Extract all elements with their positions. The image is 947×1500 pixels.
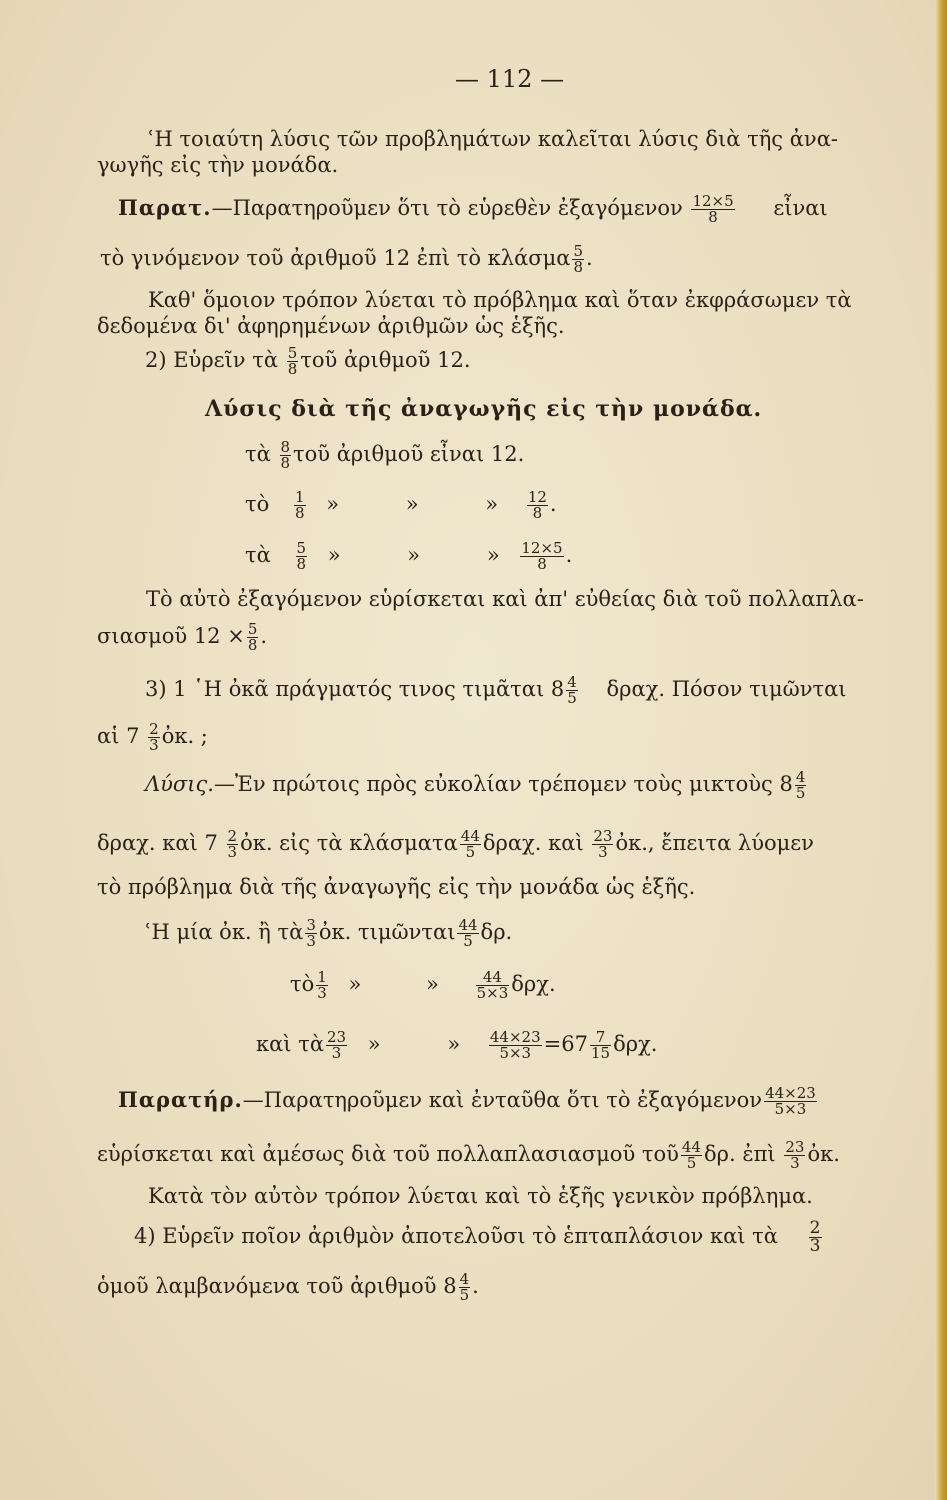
fraction bbox=[305, 918, 317, 949]
text-line: τὸ πρόβλημα διὰ τῆς ἀναγωγῆς εἰς τὴν μονάδα ὡς ἑξῆς. bbox=[97, 875, 696, 899]
text-line bbox=[97, 722, 208, 753]
ditto-mark: » bbox=[485, 492, 499, 516]
text-span: τὸ bbox=[290, 972, 315, 996]
denominator: 3 bbox=[784, 1155, 805, 1171]
text-span: καὶ τὰ bbox=[256, 1032, 325, 1056]
numerator: 44×23 bbox=[489, 1028, 541, 1046]
fraction bbox=[795, 770, 807, 801]
numerator: 23 bbox=[593, 827, 613, 845]
numerator: 4 bbox=[459, 1270, 470, 1288]
text-span: δρ. bbox=[480, 920, 513, 944]
text-span: 4) Εὑρεῖν ποῖον ἀριθμὸν ἀποτελοῦσι τὸ ἑπταπλάσιον καὶ τὰ bbox=[134, 1224, 778, 1248]
denominator: 3 bbox=[227, 843, 238, 861]
text-span: αἱ 7 bbox=[97, 724, 140, 748]
fraction bbox=[247, 622, 259, 653]
denominator: 3 bbox=[326, 1045, 347, 1061]
numerator: 7 bbox=[595, 1028, 606, 1046]
text-span: τοῦ ἀριθμοῦ εἶναι 12. bbox=[293, 442, 525, 466]
ditto-mark: » bbox=[348, 972, 362, 996]
text-span: ὀκ. εἰς τὰ κλάσματα bbox=[240, 831, 458, 855]
denominator: 3 bbox=[809, 1236, 821, 1256]
ditto-mark: » bbox=[327, 543, 341, 567]
text-line: τὰ $\frac{5}{8}$ » » » $\frac{12\times 5}{8}$ . bbox=[245, 539, 573, 573]
text-span: δρ. ἐπὶ bbox=[704, 1142, 776, 1166]
numerator: 8 bbox=[280, 438, 291, 456]
text-span: τὰ bbox=[245, 543, 271, 567]
text-line: Καθ' ὅμοιον τρόπον λύεται τὸ πρόβλημα καὶ ὅταν ἐκφράσωμεν τὰ bbox=[148, 288, 852, 312]
fraction bbox=[459, 1272, 471, 1303]
denominator: 5×3 bbox=[489, 1045, 542, 1061]
denominator: 8 bbox=[520, 556, 563, 572]
text-span: δρχ. bbox=[511, 972, 556, 996]
fraction bbox=[764, 1086, 817, 1117]
denominator: 8 bbox=[573, 258, 583, 276]
numerator: 5 bbox=[287, 344, 298, 362]
text-line: Κατὰ τὸν αὐτὸν τρόπον λύεται καὶ τὸ ἑξῆς γενικὸν πρόβλημα. bbox=[148, 1184, 813, 1208]
numerator: 3 bbox=[306, 916, 316, 934]
text-span: δρχ. bbox=[613, 1032, 658, 1056]
denominator: 3 bbox=[306, 932, 316, 950]
denominator: 8 bbox=[296, 555, 307, 573]
ditto-mark: » bbox=[326, 492, 340, 516]
ditto-mark: » bbox=[367, 1032, 381, 1056]
text-span: 3) 1 ῾Η ὀκᾶ πράγματός τινος τιμᾶται 8 bbox=[145, 677, 565, 701]
text-span: ὀκ. τιμῶνται bbox=[318, 920, 456, 944]
text-line bbox=[97, 829, 814, 860]
text-line: τὸ $\frac{1}{8}$ » » » $\frac{12}{8}$ . bbox=[245, 488, 557, 522]
text-span: ʿΗ μία ὀκ. ἢ τὰ bbox=[145, 920, 304, 944]
text-span: —Ἐν πρώτοις πρὸς εὐκολίαν τρέπομεν τοὺς μικτοὺς 8 bbox=[213, 772, 793, 796]
denominator: 8 bbox=[247, 636, 258, 654]
fraction bbox=[227, 829, 239, 860]
text-line bbox=[145, 675, 847, 706]
numerator: 44 bbox=[482, 968, 502, 986]
text-span: τὸ γινόμενον τοῦ ἀριθμοῦ 12 ἐπὶ τὸ κλάσμα bbox=[100, 246, 571, 270]
text-span: εὑρίσκεται καὶ ἀμέσως διὰ τοῦ πολλαπλασιασμοῦ τοῦ bbox=[97, 1142, 679, 1166]
numerator: 44 bbox=[681, 1138, 702, 1156]
denominator: 5 bbox=[795, 784, 806, 802]
text-span: ὁμοῦ λαμβανόμενα τοῦ ἀριθμοῦ 8 bbox=[97, 1274, 457, 1298]
fraction bbox=[476, 970, 510, 1001]
fraction bbox=[316, 970, 328, 1001]
numerator: 4 bbox=[795, 768, 806, 786]
denominator: 5 bbox=[460, 844, 481, 860]
text-span: σιασμοῦ 12 × bbox=[97, 624, 245, 648]
text-line: τὸ γινόμενον τοῦ ἀριθμοῦ 12 ἐπὶ τὸ κλάσμα $\frac{5}{8}$ . bbox=[100, 242, 593, 276]
ditto-mark: » bbox=[447, 1032, 461, 1056]
fraction bbox=[326, 1030, 347, 1061]
fraction bbox=[572, 244, 584, 275]
denominator: 5×3 bbox=[476, 984, 509, 1002]
text-span: τὰ bbox=[245, 442, 271, 466]
text-span: ὀκ. ; bbox=[161, 724, 208, 748]
denominator: 8 bbox=[280, 454, 291, 472]
text-span: ὀκ., ἔπειτα λύομεν bbox=[615, 831, 814, 855]
text-span: τοῦ ἀριθμοῦ 12. bbox=[300, 348, 471, 372]
text-span: εἶναι bbox=[773, 196, 828, 220]
numerator: 1 bbox=[294, 488, 305, 506]
denominator: 5 bbox=[459, 1286, 470, 1304]
fraction bbox=[287, 346, 299, 377]
text-line: δεδομένα δι' ἀφηρημένων ἀριθμῶν ὡς ἑξῆς. bbox=[97, 314, 565, 338]
fraction bbox=[457, 918, 478, 949]
fraction bbox=[148, 722, 160, 753]
fraction bbox=[280, 440, 292, 471]
text-span: —Παρατηροῦμεν ὅτι τὸ εὑρεθὲν ἐξαγόμενον bbox=[211, 196, 683, 220]
text-span: . bbox=[472, 1274, 479, 1298]
numerator: 44 bbox=[458, 916, 478, 934]
text-line bbox=[145, 918, 512, 949]
fraction bbox=[296, 541, 308, 572]
ditto-mark: » bbox=[426, 972, 439, 996]
remark-heading: Παρατήρ. bbox=[118, 1087, 243, 1112]
text-span: δραχ. καὶ 7 bbox=[97, 831, 218, 855]
ditto-mark: » bbox=[486, 543, 500, 567]
denominator: 5 bbox=[457, 933, 478, 949]
numerator: 23 bbox=[327, 1028, 347, 1046]
text-span: —Παρατηροῦμεν καὶ ἐνταῦθα ὅτι τὸ ἐξαγόμενον bbox=[242, 1088, 763, 1112]
numerator: 2 bbox=[149, 720, 159, 738]
page-edge bbox=[935, 0, 947, 1500]
section-heading: Λύσις διὰ τῆς ἀναγωγῆς εἰς τὴν μονάδα. bbox=[205, 396, 763, 422]
denominator: 5×3 bbox=[764, 1101, 817, 1117]
fraction bbox=[489, 1030, 542, 1061]
text-span: 2) Εὑρεῖν τὰ bbox=[145, 348, 279, 372]
denominator: 3 bbox=[592, 844, 613, 860]
text-line bbox=[134, 1220, 824, 1255]
numerator: 12×5 bbox=[521, 539, 563, 557]
text-line bbox=[245, 440, 524, 471]
fraction bbox=[527, 490, 548, 521]
denominator: 8 bbox=[691, 209, 734, 225]
page-number: — 112 — bbox=[455, 65, 565, 93]
numerator: 2 bbox=[227, 827, 238, 845]
denominator: 8 bbox=[527, 505, 548, 521]
fraction bbox=[784, 1140, 805, 1171]
fraction bbox=[691, 194, 734, 225]
fraction bbox=[460, 829, 481, 860]
denominator: 3 bbox=[317, 984, 327, 1002]
fraction bbox=[566, 675, 578, 706]
denominator: 8 bbox=[287, 360, 298, 378]
text-span: τὸ bbox=[245, 492, 270, 516]
text-line bbox=[97, 1272, 479, 1303]
fraction bbox=[520, 541, 563, 572]
text-line: ʿΗ τοιαύτη λύσις τῶν προβλημάτων καλεῖται λύσις διὰ τῆς ἀνα- bbox=[148, 127, 838, 151]
text-span: δραχ. καὶ bbox=[482, 831, 584, 855]
text-span: =67 bbox=[543, 1032, 588, 1056]
text-line bbox=[118, 1086, 819, 1117]
denominator: 15 bbox=[590, 1044, 611, 1062]
fraction bbox=[294, 490, 306, 521]
numerator: 44×23 bbox=[765, 1084, 816, 1102]
text-span: δραχ. Πόσον τιμῶνται bbox=[606, 677, 847, 701]
fraction bbox=[592, 829, 613, 860]
numerator: 2 bbox=[809, 1218, 821, 1238]
solution-heading: Λύσις. bbox=[145, 772, 214, 796]
ditto-mark: » bbox=[405, 492, 419, 516]
text-line bbox=[145, 770, 808, 801]
fraction bbox=[809, 1220, 822, 1255]
denominator: 5 bbox=[567, 689, 577, 707]
denominator: 3 bbox=[149, 736, 159, 754]
text-line bbox=[118, 194, 828, 225]
numerator: 5 bbox=[573, 242, 583, 260]
ditto-mark: » bbox=[407, 543, 421, 567]
text-span: ὀκ. bbox=[807, 1142, 840, 1166]
text-line bbox=[256, 1030, 657, 1061]
text-line: σιασμοῦ 12 × $\frac{5}{8}$ . bbox=[97, 620, 268, 654]
fraction bbox=[681, 1140, 702, 1171]
fraction bbox=[590, 1030, 611, 1061]
denominator: 5 bbox=[681, 1155, 702, 1171]
text-line: γωγῆς εἰς τὴν μονάδα. bbox=[97, 153, 339, 177]
numerator: 44 bbox=[460, 827, 480, 845]
numerator: 1 bbox=[317, 968, 327, 986]
remark-heading: Παρατ. bbox=[118, 195, 212, 220]
numerator: 12×5 bbox=[692, 192, 734, 210]
text-line: Τὸ αὐτὸ ἐξαγόμενον εὑρίσκεται καὶ ἀπ' εὐθείας διὰ τοῦ πολλαπλα- bbox=[146, 587, 864, 611]
numerator: 12 bbox=[527, 488, 547, 506]
numerator: 5 bbox=[247, 620, 258, 638]
text-line bbox=[290, 970, 556, 1001]
text-line bbox=[145, 346, 471, 377]
numerator: 5 bbox=[296, 539, 307, 557]
denominator: 8 bbox=[294, 504, 305, 522]
numerator: 23 bbox=[785, 1138, 805, 1156]
numerator: 4 bbox=[567, 673, 577, 691]
text-line bbox=[97, 1140, 840, 1171]
